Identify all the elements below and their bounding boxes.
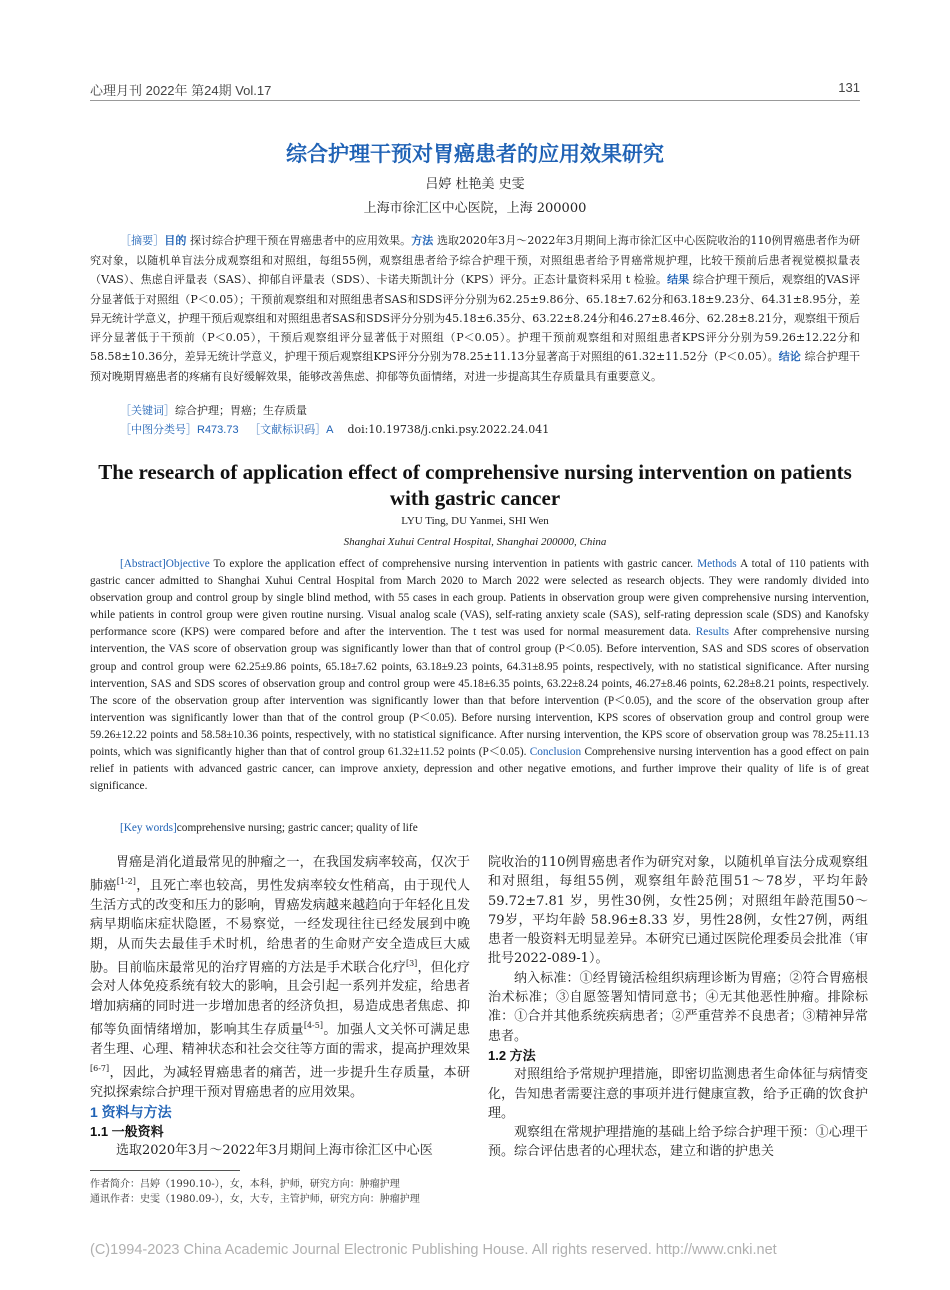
observation-method-paragraph: 观察组在常规护理措施的基础上给予综合护理干预：①心理干预。综合评估患者的心理状态，建立和谐的护患关 [488, 1125, 868, 1160]
abstract-chinese [90, 231, 860, 386]
objective-en-label: Objective [165, 558, 210, 570]
journal-header: 心理月刊 2022年 第24期 Vol.17 [90, 83, 272, 98]
general-data-continued: 院收治的110例胃癌患者作为研究对象，以随机单盲法分成观察组和对照组，每组55例，观察组年龄范围51～78岁，平均年龄 59.72±7.81 岁，男性30例，女性25例；对照组年龄范围50～79岁，平均年龄 58.96±8.33 岁，男性28例，女性27例，两组患者一般资料无明显差异。本研究已通过医院伦理委员会批准（审批号2022-089-1）。 [488, 855, 868, 967]
general-data-paragraph: 选取2020年3月～2022年3月期间上海市徐汇区中心医 [116, 1143, 433, 1159]
abstract-label: ［摘要］ [120, 235, 165, 247]
methods-en-label: Methods [697, 558, 737, 570]
citation-4-5: [4-5] [303, 1021, 323, 1031]
keywords-english [120, 822, 418, 834]
intro-text-3: ，但化疗会对人体免疫系统有较大的影响，且会引起一系列并发症，给患者增加病痛的同时进一步增加患者的经济负担，易造成患者焦虑、抑郁等负面情绪增加，影响其生存质量 [90, 960, 470, 1038]
methods-label: 方法 [411, 235, 434, 247]
body-column-left [90, 853, 470, 1160]
intro-text-5: ，因此，为减轻胃癌患者的痛苦，进一步提升生存质量，本研究拟探索综合护理干预对胃癌患者的应用效果。 [90, 1065, 470, 1100]
affiliation-english: Shanghai Xuhui Central Hospital, Shanghai 200000, China [343, 536, 607, 548]
keywords-text: 综合护理；胃癌；生存质量 [175, 404, 307, 417]
conclusion-en-text: Comprehensive nursing intervention has a good effect on pain relief in patients with advanced gastric cancer, can improve anxiety, depression and other negative emotions, and further improve their quality of life is of great significance. [90, 746, 869, 793]
copyright-watermark: (C)1994-2023 China Academic Journal Electronic Publishing House. All rights reserved. http://www.cnki.net [90, 1242, 777, 1258]
control-method-paragraph: 对照组给予常规护理措施，即密切监测患者生命体征与病情变化，告知患者需要注意的事项并进行健康宣教，给予正确的饮食护理。 [488, 1067, 868, 1121]
citation-1-2: [1-2] [116, 877, 136, 887]
intro-text-4: 。加强人文关怀可满足患者生理、心理、精神状态和社会交往等方面的需求，提高护理效果 [90, 1022, 470, 1057]
results-en-label: Results [695, 626, 730, 639]
methods-en-text: A total of 110 patients with gastric cancer admitted to Shanghai Xuhui Central Hospital from March 2020 to March 2022 were selected as research objects. They were randomly divided into observation group and control group by single blind method, with 55 cases in each group. Patients in observation group were given comprehensive nursing intervention, while patients in control group were given routine nursing. Visual analog scale (VAS), self-rating anxiety scale (SAS), self-rating depression scale (SDS) and Kanofsky performance score (KPS) were compared before and after the intervention. The t test was used for normal measurement data. [90, 558, 869, 639]
header-rule [90, 100, 860, 101]
corresponding-footnote: 通讯作者：史雯（1980.09-），女，大专，主管护师，研究方向：肿瘤护理 [90, 1194, 420, 1205]
objective-label: 目的 [164, 235, 187, 247]
doi: doi:10.19738/j.cnki.psy.2022.24.041 [347, 423, 550, 436]
doc-code-value: A [326, 424, 334, 436]
body-column-right [488, 853, 868, 1162]
results-text: 综合护理干预后，观察组的VAS评分显著低于对照组（P＜0.05）；干预前观察组和对照组患者SAS和SDS评分分别为62.25±9.86分、65.18±7.62分和63.18±9.23分、64.31±8.95分，差异无统计学意义，护理干预后观察组和对照组患者SAS和SDS评分分别为45.18±6.35分、63.22±8.24分和46.27±8.46分、62.28±8.21分，观察组干预后评分显著低于干预前（P＜0.05），干预后观察组评分显著低于对照组（P＜0.05）。护理干预前观察组和对照组患者KPS评分分别为59.26±12.22分和58.58±10.36分，差异无统计学意义，护理干预后观察组KPS评分分别为78.25±11.13分显著高于对照组的61.32±11.52分（P＜0.05）。 [90, 273, 860, 363]
clc-value: R473.73 [197, 424, 239, 436]
criteria-paragraph: 纳入标准：①经胃镜活检组织病理诊断为胃癌；②符合胃癌根治术标准；③自愿签署知情同意书；④无其他恶性肿瘤。排除标准：①合并其他系统疾病患者；②严重营养不良患者；③精神异常患者。 [488, 970, 868, 1044]
clc-label: ［中图分类号］ [120, 424, 197, 436]
author-footnote: 作者简介：吕婷（1990.10-），女，本科，护师，研究方向：肿瘤护理 [90, 1179, 400, 1190]
classification-line [120, 421, 549, 437]
intro-text-1: 胃癌是消化道最常见的肿瘤之一，在我国发病率较高，仅次于肺癌 [90, 855, 470, 894]
abstract-en-label: [Abstract] [120, 558, 166, 570]
doc-code-label: ［文献标识码］ [249, 424, 327, 436]
objective-text: 探讨综合护理干预在胃癌患者中的应用效果。 [189, 234, 412, 247]
section-heading-1-1: 1.1 一般资料 [90, 1123, 164, 1139]
results-en-text: After comprehensive nursing intervention, the VAS score of observation group was significantly lower than that of control group (P＜0.05). Before intervention, SAS and SDS scores of observation group and control group were 62.25±9.86 points, 65.18±7.62 points, 63.18±9.23 points, 64.31±8.95 points, respectively, with no statistical significance. After nursing intervention, SAS and SDS scores of observation group and control group were 45.18±6.35 points, 63.22±8.24 points, 46.27±8.46 points, 62.28±8.21 points, respectively. The score of the observation group after intervention was significantly lower than that before intervention (P＜0.05), and the score of the observation group after intervention was significantly lower than that of the control group (P＜0.05). Before nursing intervention, KPS scores of observation group and control group were 59.26±12.22 points and 58.58±10.36 points, respectively, with no statistical significance. After nursing intervention, the KPS score of observation group was 78.25±11.13 points, which was significantly higher than that of control group 61.32±11.52 points (P＜0.05). [90, 626, 869, 759]
title-chinese: 综合护理干预对胃癌患者的应用效果研究 [286, 143, 664, 166]
keywords-label: ［关键词］ [120, 405, 175, 417]
results-label: 结果 [667, 274, 690, 286]
citation-6-7: [6-7] [90, 1063, 110, 1073]
footnotes [90, 1177, 420, 1207]
keywords-en-text: comprehensive nursing; gastric cancer; quality of life [176, 822, 418, 834]
authors-english: LYU Ting, DU Yanmei, SHI Wen [401, 515, 549, 527]
abstract-english [90, 556, 869, 795]
intro-text-2: ，且死亡率也较高，男性发病率较女性稍高，由于现代人生活方式的改变和压力的影响，胃癌发病越来越趋向于年轻化且发病早期临床症状隐匿，不易察觉，一经发现往往已经发展到中晚期，从而失去最佳手术时机，给患者的生命财产安全造成巨大威胁。目前临床最常见的治疗胃癌的方法是手术联合化疗 [90, 878, 470, 976]
methods-text: 选取2020年3月～2022年3月期间上海市徐汇区中心医院收治的110例胃癌患者作为研究对象，以随机单盲法分成观察组和对照组，每组55例，观察组患者给予综合护理干预，对照组患者给予胃癌常规护理，比较干预前后患者视觉模拟量表（VAS）、焦虑自评量表（SAS）、抑郁自评量表（SDS）、卡诺夫斯凯计分（KPS）评分。正态计量资料采用 t 检验。 [90, 234, 861, 286]
section-heading-1: 1 资料与方法 [90, 1103, 172, 1120]
conclusion-label: 结论 [778, 351, 801, 363]
affiliation-chinese: 上海市徐汇区中心医院，上海 200000 [363, 201, 587, 216]
keywords-en-label: [Key words] [120, 822, 177, 834]
title-english: The research of application effect of comprehensive nursing intervention on patients with gastric cancer [98, 460, 852, 510]
keywords-chinese [120, 402, 307, 418]
conclusion-text: 综合护理干预对晚期胃癌患者的疼痛有良好缓解效果，能够改善焦虑、抑郁等负面情绪，对进一步提高其生存质量具有重要意义。 [90, 350, 860, 383]
footnote-rule [90, 1170, 240, 1171]
conclusion-en-label: Conclusion [529, 746, 582, 759]
citation-3: [3] [405, 958, 418, 968]
section-heading-1-2: 1.2 方法 [488, 1047, 536, 1063]
authors-chinese: 吕婷 杜艳美 史雯 [425, 177, 525, 192]
intro-paragraph [90, 853, 470, 1102]
objective-en-text: To explore the application effect of comprehensive nursing intervention in patients with gastric cancer. [213, 558, 694, 570]
page-number: 131 [838, 80, 860, 95]
